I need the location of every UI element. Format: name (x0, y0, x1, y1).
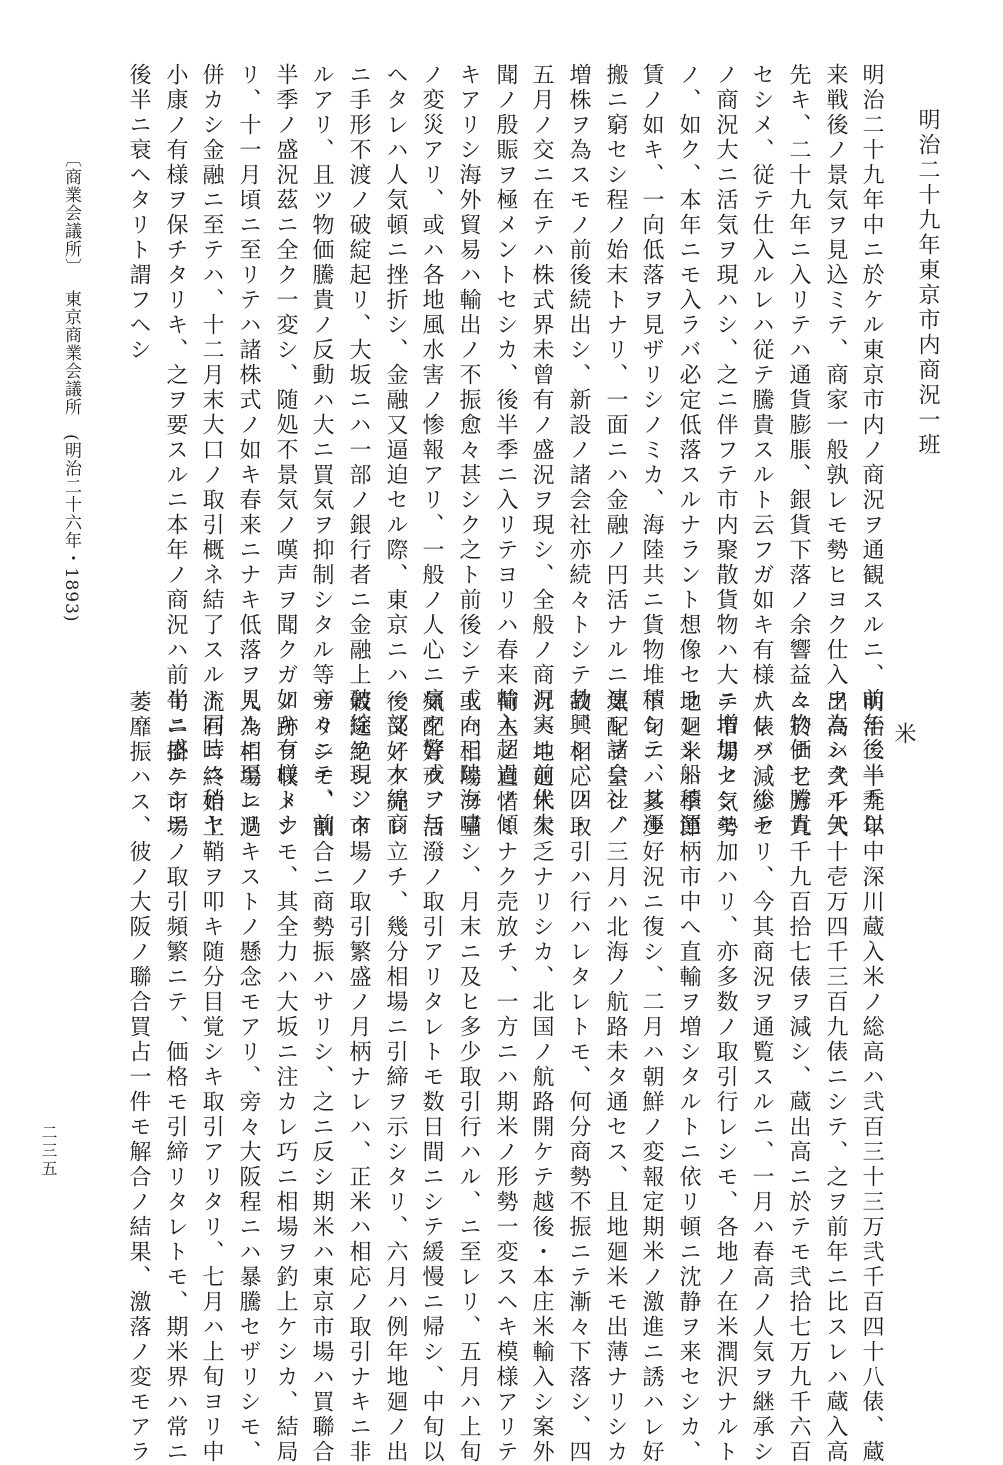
upper-column: 搬ニ窮セシ程ノ始末トナリ、一面ニハ金融ノ円活ナルニ連レ諸会社ノ (603, 63, 628, 838)
lower-column: 萎靡振ハス、彼ノ大阪ノ聯合買占一件モ解合ノ結果、激落ノ変モアラ (126, 690, 151, 1465)
upper-column: 賃ノ如キ、一向低落ヲ見ザリシノミカ、海陸共ニ貨物堆積シテ、其運 (639, 63, 664, 838)
section-title-upper: 明治二十九年東京市内商況一班 (915, 108, 940, 458)
upper-column: ノ、如ク、本年ニモ入ラバ必定低落スルナラント想像セラレシ船積運 (676, 63, 701, 838)
lower-column: 旬ニ掛ケ市場ノ取引頻繁ニテ、価格モ引締リタレトモ、期米界ハ常ニ (163, 690, 188, 1465)
section-title-lower: 米 (891, 722, 916, 747)
lower-column: 故、相応ノ取引ハ行ハレタレトモ、何分商勢不振ニテ漸々下落シ、四 (566, 690, 591, 1465)
lower-column: 出高ハ弐千弐十壱万四千三百九俵ニシテ、之ヲ前年ニ比スレハ蔵入高 (823, 690, 848, 1465)
lower-column: 上向相場ヲ呈シ、月末ニ及ヒ多少取引行ハル、ニ至レリ、五月ハ上旬 (456, 690, 481, 1465)
upper-column: 併カシ金融ニ至テハ、十二月末大口ノ取引概ネ結了スルト同時ニ稍ヤ (199, 63, 224, 838)
upper-column: 後半ニ衰ヘタリト謂フヘシ (126, 63, 151, 363)
upper-column: ノ変災アリ、或ハ各地風水害ノ惨報アリ、一般ノ人心ニ痛ク警戒ヲ与 (419, 63, 444, 838)
lower-column: 後又好ク売レ立チ、幾分相場ニ引締ヲ示シタリ、六月ハ例年地廻ノ出 (383, 690, 408, 1465)
lower-column: ノ跡ヲ収メシモ、其全力ハ大坂ニ注カレ巧ニ相場ヲ釣上ケシカ、結局 (273, 690, 298, 1465)
upper-column: ニ手形不渡ノ破綻起リ、大坂ニハ一部ノ銀行者ニ金融上破綻ヲ現シタ (346, 63, 371, 838)
lower-column: 下旬ニハ多少好況ニ復シ、二月ハ朝鮮ノ変報定期米ノ激進ニ誘ハレ好 (639, 690, 664, 1465)
lower-column: 月ハ地廻米欠乏ナリシカ、北国ノ航路開ケテ越後・本庄米輸入シ案外 (529, 690, 554, 1465)
lower-column: ニ於テ七万九千九百拾七俵ヲ減シ、蔵出高ニ於テモ弐拾七万九千六百 (786, 690, 811, 1465)
upper-column: リ、十一月頃ニ至リテハ諸株式ノ如キ春来ニナキ低落ヲ見ルニ至レリ (236, 63, 261, 838)
lower-column: 穀途絶シ、市場ノ取引繁盛ノ月柄ナレハ、正米ハ相応ノ取引ナキニ非 (346, 690, 371, 1465)
upper-column: 五月ノ交ニ在テハ株式界未曾有ノ盛況ヲ現シ、全般ノ商況実ニ前代未 (529, 63, 554, 838)
lower-column: テ市場ノ気勢加ハリ、亦多数ノ取引行レシモ、各地ノ在米潤沢ナルト (713, 690, 738, 1465)
upper-column: 明治二十九年中ニ於ケル東京市内ノ商況ヲ通観スルニ、前年後半季以 (859, 63, 884, 838)
upper-column: ルアリ、且ツ物価騰貴ノ反動ハ大ニ買気ヲ抑制シタル等旁々ニテ、前 (309, 63, 334, 838)
lower-column: サリシモ、割合ニ商勢振ハサリシ、之ニ反シ期米ハ東京市場ハ買聯合 (309, 690, 334, 1465)
lower-column: 八俵ヲ減少セリ、今其商況ヲ通覧スルニ、一月ハ春高ノ人気ヲ継承シ (749, 690, 774, 1465)
page-number: 二三五 (39, 1124, 58, 1178)
upper-column: ノ商況大ニ活気ヲ現ハシ、之ニ伴フテ市内聚散貨物ハ大ニ増加セシモ (713, 63, 738, 838)
source-label: 〔商業会議所〕 (61, 150, 81, 276)
upper-column: セシメ、従テ仕入ルレハ従テ騰貴スルト云フガ如キ有様ナレバ、総テ (749, 63, 774, 838)
upper-column: 聞ノ殷賑ヲ極メントセシカ、後半季ニ入リテヨリハ春来輸入超過ノ傾 (493, 63, 518, 838)
source-citation: 東京商業会議所 (明治二十六年・1893) (61, 290, 81, 623)
lower-column: 気配ヲ呈シ、三月ハ北海ノ航路未タ通セス、且地廻米モ出薄ナリシカ (603, 690, 628, 1465)
lower-column: 明治二十九年中深川蔵入米ノ総高ハ弐百三十三万弐千百四十八俵、蔵 (859, 690, 884, 1465)
upper-column: 来戦後ノ景気ヲ見込ミテ、商家一般孰レモ勢ヒヨク仕入ヲ為シタル矢 (823, 63, 848, 838)
upper-column: ヘタレハ人気頓ニ挫折シ、金融又逼迫セル際、東京ニハ一部ノ木綿商 (383, 63, 408, 838)
upper-column: 先キ、二十九年ニ入リテハ通貨膨脹、銀貨下落ノ余響益々物価ヲ騰貴 (786, 63, 811, 838)
lower-column: 人為相場ニ過キストノ懸念モアリ、旁々大阪程ニハ暴騰セザリシモ、 (236, 690, 261, 1465)
upper-column: 小康ノ有様ヲ保チタリキ、之ヲ要スルニ本年ノ商況ハ前半ニ盛ニシテ (163, 63, 188, 838)
lower-column: 荷主ノ直惜ミナク売放チ、一方ニハ期米ノ形勢一変スヘキ模様アリテ (493, 690, 518, 1465)
upper-column: 半季ノ盛況茲ニ全ク一変シ、随処不景気ノ嘆声ヲ聞クガ如キ有様トナ (273, 63, 298, 838)
upper-column: キアリシ海外貿易ハ輸出ノ不振愈々甚シク之ト前後シテ或ハ三陸海嘯 (456, 63, 481, 838)
lower-column: 地廻米ハ季節柄市中へ直輸ヲ増シタルトニ依リ頓ニ沈静ヲ来セシカ、 (676, 690, 701, 1465)
upper-column: 増株ヲ為スモノ前後続出シ、新設ノ諸会社亦続々トシテ勃興シ、四・ (566, 63, 591, 838)
lower-column: 流石ニ終始上鞘ヲ叩キ随分目覚シキ取引アリタリ、七月ハ上旬ヨリ中 (199, 690, 224, 1465)
lower-column: 気配好ク、活潑ノ取引アリタレトモ数日間ニシテ緩慢ニ帰シ、中旬以 (419, 690, 444, 1465)
